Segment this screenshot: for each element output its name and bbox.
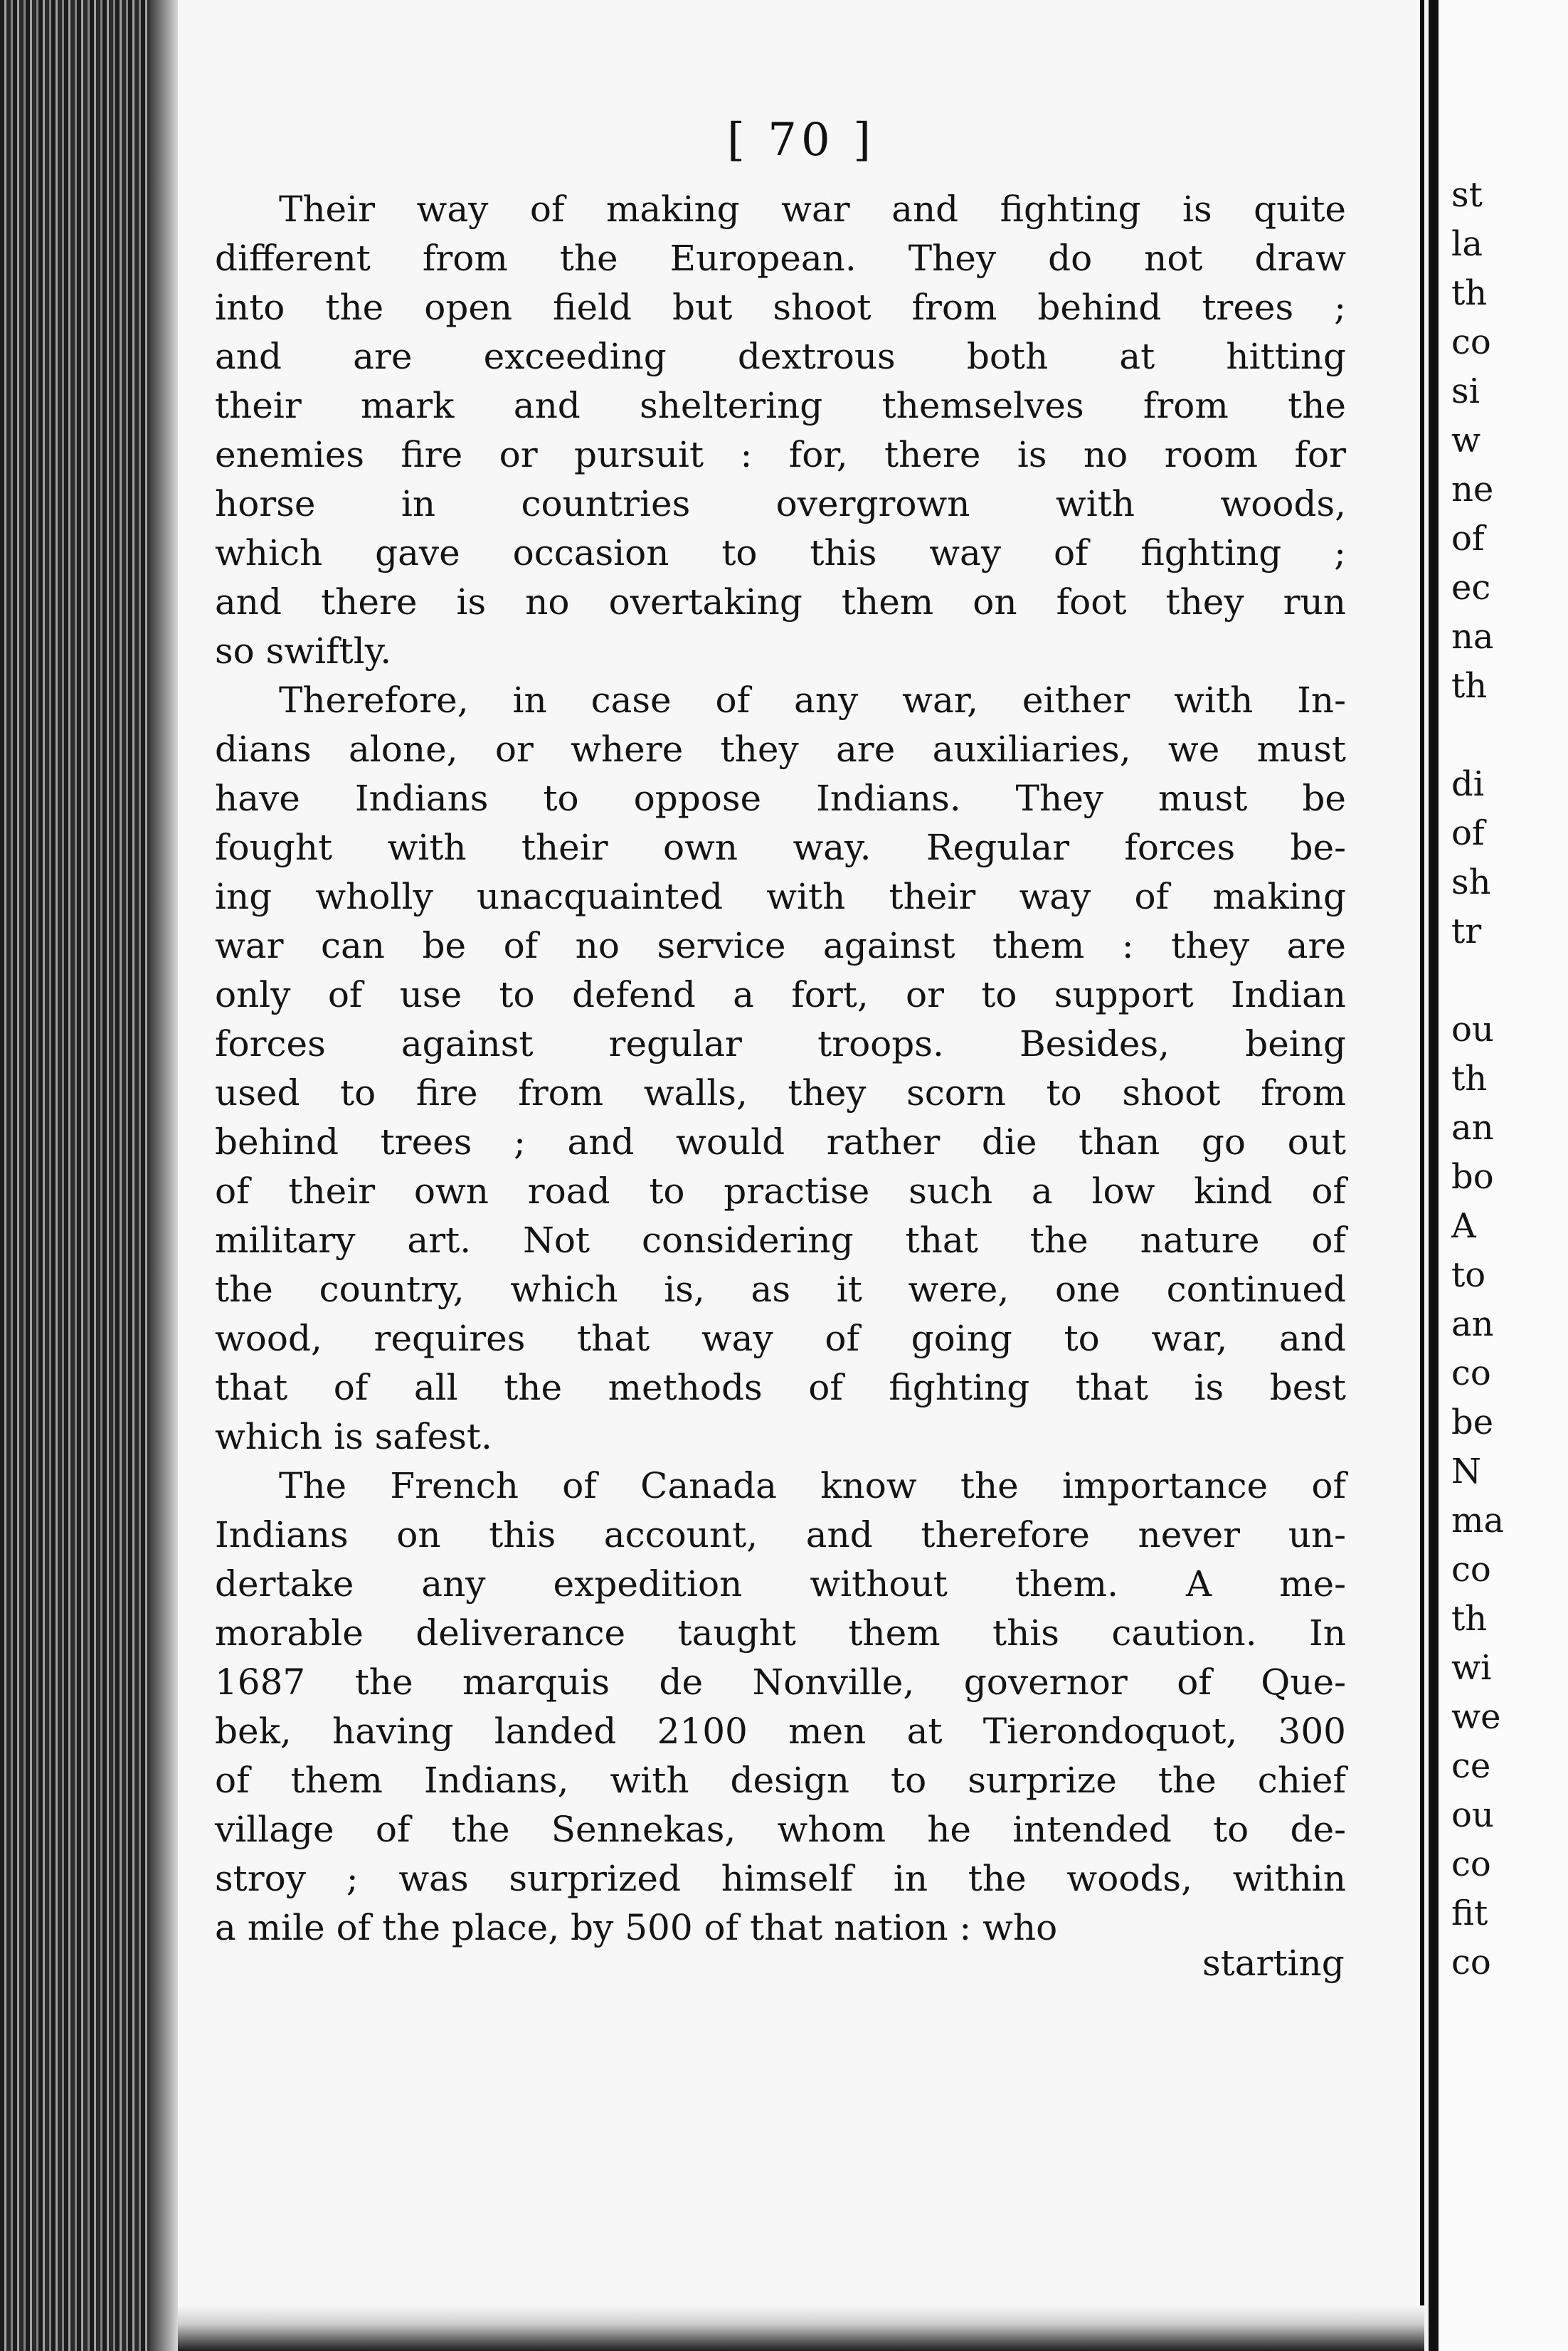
- right-page-fragment: si: [1451, 371, 1480, 411]
- right-page-text-fragments: [1451, 171, 1565, 1987]
- right-page-fragment: st: [1451, 175, 1483, 215]
- text-line: dians alone, or where they are auxiliaries, we must: [215, 729, 1346, 770]
- text-line: so swiftly.: [215, 630, 392, 672]
- text-line: ing wholly unacquainted with their way of making: [215, 876, 1346, 917]
- text-line: The French of Canada know the importance of: [279, 1465, 1346, 1506]
- right-page-fragment: co: [1451, 1943, 1491, 1982]
- right-page-fragment: we: [1451, 1697, 1501, 1737]
- right-page-fragment: tr: [1451, 912, 1482, 951]
- right-page-fragment: fit: [1451, 1893, 1488, 1933]
- right-page-fragment: sh: [1451, 862, 1491, 902]
- right-page-fragment: N: [1451, 1452, 1481, 1491]
- text-line: the country, which is, as it were, one continued: [215, 1269, 1346, 1310]
- text-line: of their own road to practise such a low kind of: [215, 1171, 1346, 1212]
- right-page-fragment: [1451, 711, 1565, 760]
- right-page-fragment: la: [1451, 224, 1483, 264]
- text-line: into the open field but shoot from behind trees ;: [215, 287, 1346, 328]
- right-page-fragment: to: [1451, 1255, 1486, 1295]
- body-text: [215, 185, 1346, 1953]
- text-line: used to fire from walls, they scorn to shoot from: [215, 1072, 1346, 1114]
- text-line: which gave occasion to this way of fighting ;: [215, 532, 1346, 574]
- text-line: enemies fire or pursuit : for, there is no room for: [215, 434, 1346, 475]
- right-page-fragment: w: [1451, 421, 1481, 460]
- text-line: 1687 the marquis de Nonville, governor of Que-: [215, 1661, 1346, 1703]
- text-line: a mile of the place, by 500 of that nation : who: [215, 1907, 1058, 1948]
- paragraph-2: [215, 676, 1346, 1462]
- right-page-fragment: th: [1451, 666, 1488, 706]
- text-line: which is safest.: [215, 1416, 492, 1457]
- catchword: starting: [1202, 1943, 1345, 1984]
- right-page-fragment: na: [1451, 617, 1494, 657]
- text-line: Their way of making war and fighting is quite: [279, 189, 1346, 230]
- right-page-fragment: th: [1451, 1599, 1488, 1639]
- right-page-fragment: of: [1451, 519, 1485, 559]
- text-line: their mark and sheltering themselves from the: [215, 385, 1346, 426]
- right-page-fragment: co: [1451, 1550, 1491, 1590]
- right-page-fragment: A: [1451, 1206, 1476, 1246]
- right-page-fragment: bo: [1451, 1157, 1494, 1197]
- right-page-fragment: th: [1451, 273, 1488, 313]
- text-line: behind trees ; and would rather die than go out: [215, 1121, 1346, 1163]
- text-line: military art. Not considering that the nature of: [215, 1220, 1346, 1261]
- text-line: Indians on this account, and therefore never un-: [215, 1514, 1346, 1555]
- text-line: morable deliverance taught them this caution. In: [215, 1612, 1346, 1654]
- text-line: Therefore, in case of any war, either with In-: [279, 680, 1346, 721]
- page-bottom-edge: [178, 2305, 1424, 2351]
- paragraph-1: [215, 185, 1346, 676]
- text-line: bek, having landed 2100 men at Tierondoquot, 300: [215, 1711, 1346, 1752]
- text-line: war can be of no service against them : they are: [215, 925, 1346, 966]
- right-page-fragment: co: [1451, 1353, 1491, 1393]
- right-page-fragment: wi: [1451, 1648, 1492, 1688]
- text-line: dertake any expedition without them. A me-: [215, 1563, 1346, 1605]
- text-line: wood, requires that way of going to war, and: [215, 1318, 1346, 1359]
- book-binding-edge: [0, 0, 178, 2351]
- right-page-fragment: be: [1451, 1402, 1494, 1442]
- paragraph-3: [215, 1462, 1346, 1953]
- right-page-fragment: ec: [1451, 568, 1491, 608]
- right-page-fragment: [1451, 956, 1565, 1005]
- text-line: and are exceeding dextrous both at hitting: [215, 336, 1346, 377]
- text-line: stroy ; was surprized himself in the woods, within: [215, 1858, 1346, 1899]
- text-line: only of use to defend a fort, or to support Indian: [215, 974, 1346, 1015]
- right-page-fragment: ce: [1451, 1746, 1491, 1786]
- right-page-fragment: ne: [1451, 470, 1494, 509]
- text-line: horse in countries overgrown with woods,: [215, 483, 1346, 524]
- right-page-fragment: ou: [1451, 1795, 1494, 1835]
- text-line: different from the European. They do not draw: [215, 238, 1346, 279]
- right-page-fragment: th: [1451, 1059, 1488, 1099]
- right-page-fragment: of: [1451, 813, 1485, 853]
- text-line: have Indians to oppose Indians. They must be: [215, 778, 1346, 819]
- right-page-fragment: ou: [1451, 1010, 1494, 1050]
- text-line: village of the Sennekas, whom he intended to de-: [215, 1809, 1346, 1850]
- page-number: [ 70 ]: [726, 114, 876, 167]
- right-page-fragment: di: [1451, 764, 1485, 804]
- right-page-fragment: an: [1451, 1108, 1494, 1148]
- right-page-fragment: co: [1451, 1844, 1491, 1884]
- right-page-fragment: an: [1451, 1304, 1494, 1344]
- text-line: fought with their own way. Regular forces be-: [215, 827, 1346, 868]
- text-line: of them Indians, with design to surprize the chief: [215, 1760, 1346, 1801]
- text-line: and there is no overtaking them on foot they run: [215, 581, 1346, 623]
- text-line: that of all the methods of fighting that is best: [215, 1367, 1346, 1408]
- text-line: forces against regular troops. Besides, being: [215, 1023, 1346, 1064]
- right-page-fragment: co: [1451, 322, 1491, 362]
- right-page-fragment: ma: [1451, 1501, 1505, 1541]
